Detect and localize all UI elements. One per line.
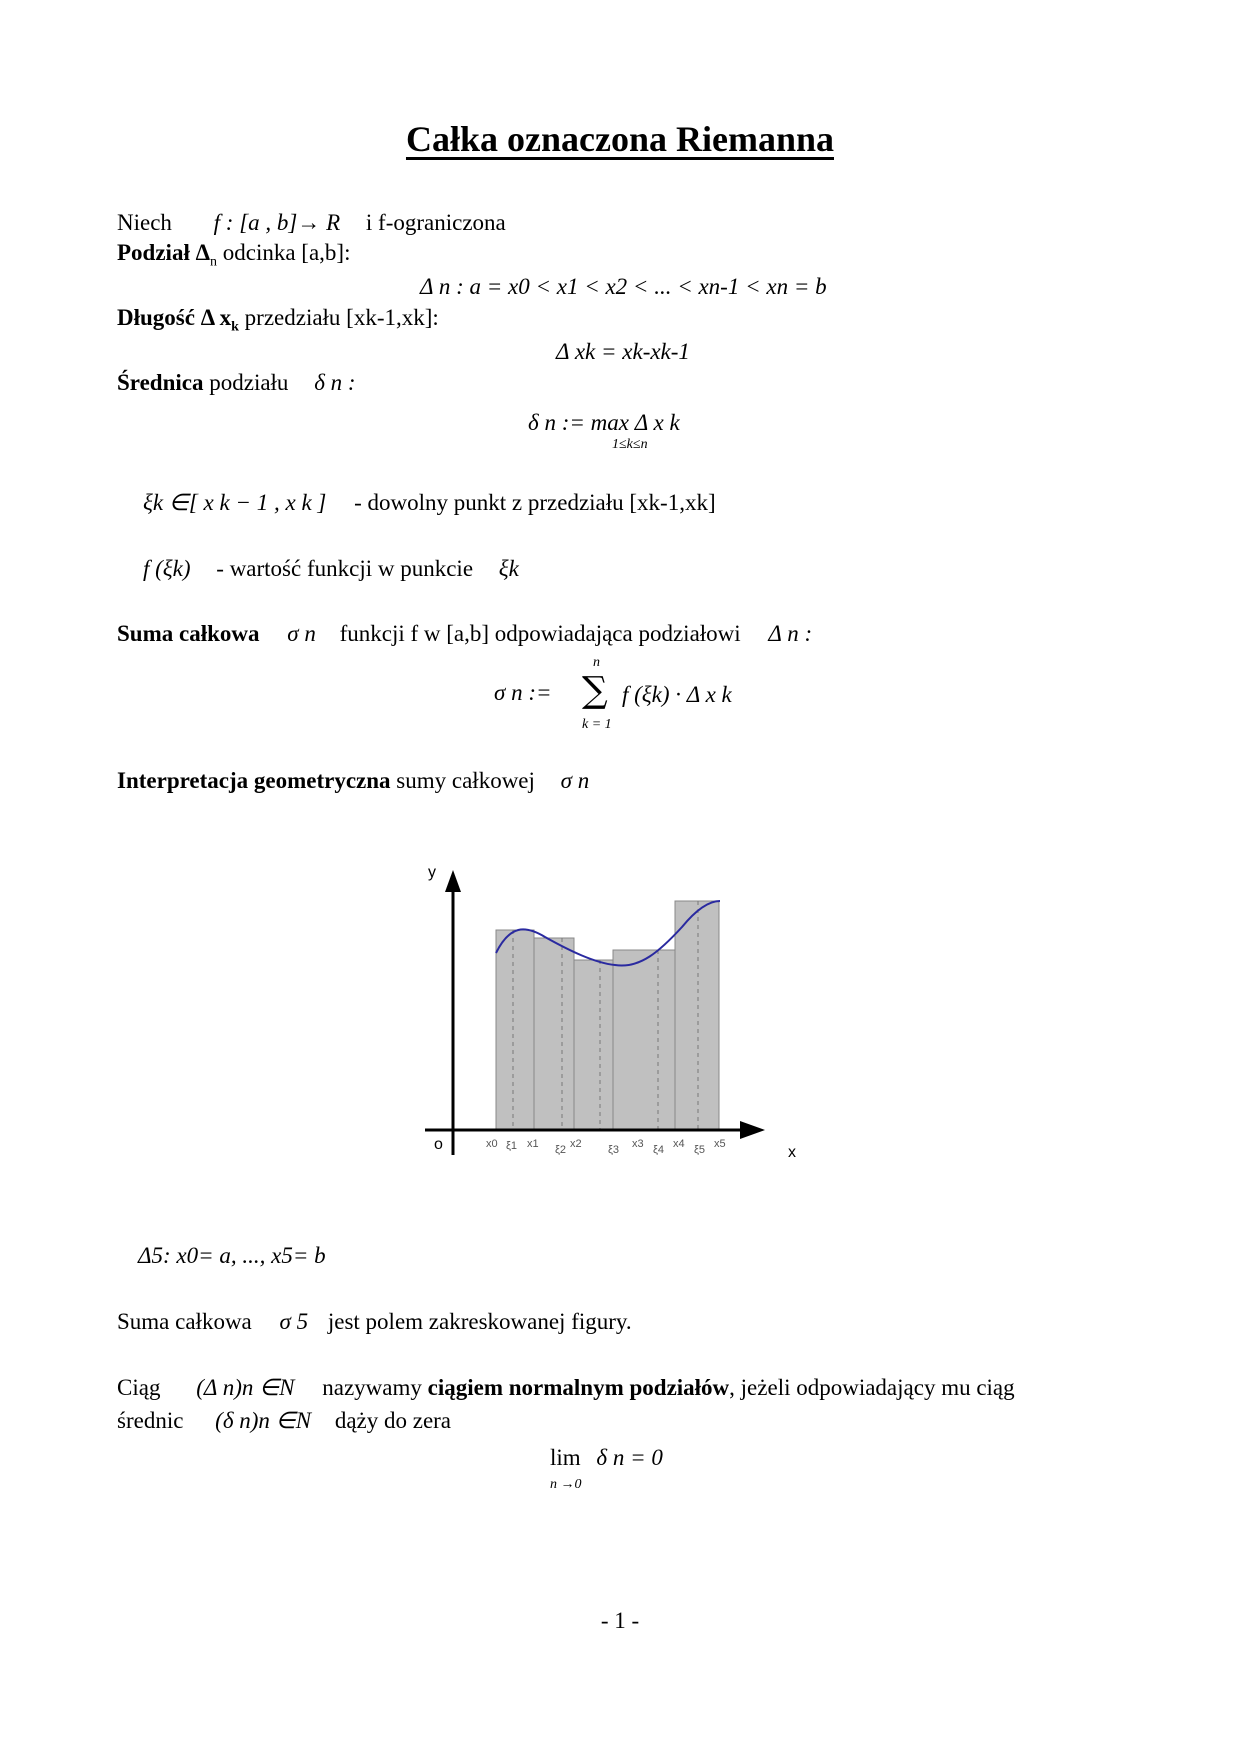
podzial-tail: odcinka [a,b]: <box>222 240 351 265</box>
ciag-bold: ciągiem normalnym podziałów <box>427 1375 730 1400</box>
interp-label: Interpretacja geometryczna <box>117 768 391 793</box>
origin-label: o <box>434 1136 443 1153</box>
srednica-symbol: δ n : <box>314 370 356 395</box>
ciag-symbol: (Δ n)n ∈N <box>196 1375 295 1400</box>
podzial-sub: n <box>210 254 217 270</box>
suma-symbol: σ n <box>287 621 316 646</box>
x-axis-label: x <box>788 1144 796 1161</box>
lim-subscript: n →0 <box>550 1477 582 1492</box>
tick-x1: x1 <box>527 1138 539 1150</box>
tick-xi1: ξ1 <box>506 1140 518 1152</box>
tick-xi5: ξ5 <box>694 1144 706 1156</box>
fxi-formula: f (ξk) <box>143 556 191 581</box>
delta5-line: Δ5: x0= a, ..., x5= b <box>138 1243 326 1268</box>
limit-formula <box>550 1445 663 1471</box>
sum-bars <box>496 901 719 1130</box>
interp-line <box>117 768 589 794</box>
dlugosc-sub: k <box>231 319 239 335</box>
page-number: - 1 - <box>600 1608 640 1633</box>
niech-formula: f : [a , b]→ R <box>213 210 341 235</box>
tick-x2: x2 <box>570 1138 582 1150</box>
srednic-symbol: (δ n)n ∈N <box>215 1408 312 1433</box>
x-axis-arrow <box>740 1121 765 1139</box>
suma-tail: funkcji f w [a,b] odpowiadająca podziałowi <box>339 621 741 646</box>
interp-tail: sumy całkowej <box>396 768 535 793</box>
bar-4 <box>613 950 675 1130</box>
srednic-tail: dąży do zera <box>334 1408 452 1433</box>
page-title: Całka oznaczona Riemanna <box>405 119 834 159</box>
dlugosc-tail: przedziału [xk-1,xk]: <box>244 305 439 330</box>
sum-upper-limit: n <box>593 655 600 670</box>
podzial-label: Podział Δ <box>117 240 210 265</box>
suma-line <box>117 621 812 647</box>
srednica-line <box>117 370 356 396</box>
srednica-formula: δ n := max Δ x k <box>528 410 680 435</box>
fxi-line <box>143 556 519 582</box>
bar-1 <box>496 930 534 1130</box>
fxi-symbol: ξk <box>498 556 519 581</box>
ciag-line <box>117 1375 1015 1401</box>
suma5-word: Suma całkowa <box>117 1309 252 1334</box>
tick-x3: x3 <box>632 1138 644 1150</box>
podzial-line <box>117 240 350 271</box>
dlugosc-formula: Δ xk = xk-xk-1 <box>556 339 690 364</box>
riemann-sum-figure <box>420 855 810 1175</box>
suma-symbol-2: Δ n : <box>768 621 813 646</box>
bar-3 <box>574 960 613 1130</box>
srednic-line <box>117 1408 451 1434</box>
tick-xi3: ξ3 <box>608 1144 620 1156</box>
lim-word: lim <box>550 1445 581 1470</box>
ciag-tail: , jeżeli odpowiadający mu ciąg <box>729 1375 1015 1400</box>
xi-tail: - dowolny punkt z przedziału [xk-1,xk] <box>354 490 716 515</box>
y-axis-arrow <box>445 870 461 892</box>
xi-formula: ξk ∈[ x k − 1 , x k ] <box>143 490 327 515</box>
srednica-subscript: 1≤k≤n <box>612 437 648 452</box>
partition-formula: Δ n : a = x0 < x1 < x2 < ... < xn-1 < xn = b <box>420 274 827 299</box>
tick-xi2: ξ2 <box>555 1144 567 1156</box>
sum-body: f (ξk) · Δ x k <box>622 682 732 707</box>
niech-tail: i f-ograniczona <box>365 210 506 235</box>
x-tick-labels <box>486 1138 726 1156</box>
ciag-word: Ciąg <box>117 1375 161 1400</box>
sum-lower-limit: k = 1 <box>582 717 612 732</box>
y-axis-label: y <box>428 864 436 881</box>
niech-line <box>117 210 506 236</box>
dlugosc-line <box>117 305 439 336</box>
tick-xi4: ξ4 <box>653 1144 665 1156</box>
interp-symbol: σ n <box>560 768 590 793</box>
suma-label: Suma całkowa <box>117 621 260 646</box>
tick-x4: x4 <box>673 1138 685 1150</box>
bar-5 <box>675 901 719 1130</box>
tick-x0: x0 <box>486 1138 498 1150</box>
suma5-symbol: σ 5 <box>279 1309 309 1334</box>
sum-lhs: σ n := <box>494 680 552 705</box>
suma5-tail: jest polem zakreskowanej figury. <box>327 1309 632 1334</box>
bar-2 <box>534 938 574 1130</box>
dlugosc-label: Długość Δ x <box>117 305 232 330</box>
srednica-tail: podziału <box>209 370 289 395</box>
niech-word: Niech <box>117 210 172 235</box>
sum-sigma: ∑ <box>582 670 608 711</box>
lim-body: δ n = 0 <box>596 1445 663 1470</box>
srednic-word: średnic <box>117 1408 184 1433</box>
xi-line <box>143 490 716 516</box>
tick-x5: x5 <box>714 1138 726 1150</box>
ciag-mid: nazywamy <box>322 1375 422 1400</box>
srednica-label: Średnica <box>117 370 204 395</box>
fxi-tail: - wartość funkcji w punkcie <box>216 556 474 581</box>
suma5-line <box>117 1309 632 1335</box>
